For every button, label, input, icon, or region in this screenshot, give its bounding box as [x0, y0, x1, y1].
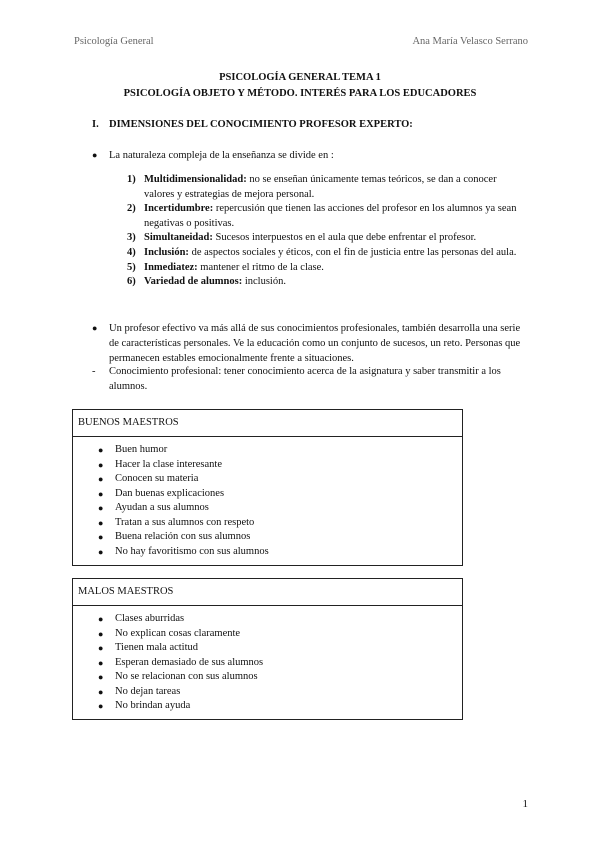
good-teachers-table [72, 409, 463, 566]
bullet-icon: ● [98, 643, 104, 653]
list-item: ● No dejan tareas [73, 685, 462, 700]
list-item: ● Tratan a sus alumnos con respeto [73, 516, 462, 531]
list-item: 6) Variedad de alumnos: inclusión. [127, 276, 286, 288]
document-subtitle: PSICOLOGÍA OBJETO Y MÉTODO. INTERÉS PARA LOS EDUCADORES [123, 88, 477, 99]
list-item: ● Conocen su materia [73, 472, 462, 487]
page-number: 1 [522, 798, 528, 810]
bullet-paragraph [92, 321, 522, 366]
list-item: ● No hay favoritismo con sus alumnos [73, 545, 462, 560]
section-number: I. [92, 119, 99, 130]
list-item: ● Esperan demasiado de sus alumnos [73, 656, 462, 671]
list-item: ● Buen humor [73, 443, 462, 458]
bullet-icon: ● [98, 686, 104, 697]
dimensions-list [127, 173, 522, 290]
table-heading: BUENOS MAESTROS [73, 410, 462, 437]
list-item: 4) Inclusión: de aspectos sociales y éticos, con el fin de justicia entre las personas del aula. [127, 246, 517, 258]
list-item: 5) Inmediatez: mantener el ritmo de la clase. [127, 261, 324, 273]
bullet-icon: ● [92, 323, 98, 333]
bullet-icon: ● [98, 628, 104, 639]
bullet-icon: ● [98, 546, 104, 557]
section-title: DIMENSIONES DEL CONOCIMIENTO PROFESOR EXPERTO: [109, 119, 413, 130]
list-item: ● Dan buenas explicaciones [73, 487, 462, 502]
section-heading [92, 119, 413, 130]
header-author: Ana María Velasco Serrano [412, 36, 528, 47]
bullet-icon: ● [98, 614, 104, 624]
list-item: ● Ayudan a sus alumnos [73, 501, 462, 516]
bullet-icon: ● [98, 532, 104, 542]
bullet-icon: ● [98, 459, 104, 470]
bad-teachers-table [72, 578, 463, 720]
document-title: PSICOLOGÍA GENERAL TEMA 1 [219, 72, 381, 83]
bullet-text: La naturaleza compleja de la enseñanza se divide en : [109, 150, 334, 161]
bullet-icon: ● [98, 474, 104, 484]
list-item: 1) Multidimensionalidad: no se enseñan únicamente temas teóricos, se dan a conocer valores y estrategias de mejora personal. [127, 174, 497, 200]
bullet-icon: ● [98, 672, 104, 682]
list-item: ● Clases aburridas [73, 612, 462, 627]
list-item: ● No explican cosas claramente [73, 627, 462, 642]
bullet-icon: ● [98, 517, 104, 528]
bullet-icon: ● [98, 701, 104, 711]
list-item: ● Tienen mala actitud [73, 641, 462, 656]
dash-icon: - [92, 366, 96, 377]
good-teachers-list [73, 437, 462, 563]
list-item: ● No brindan ayuda [73, 699, 462, 714]
bullet-paragraph [92, 148, 522, 163]
list-item: ● No se relacionan con sus alumnos [73, 670, 462, 685]
bullet-icon: ● [98, 657, 104, 668]
list-item: 2) Incertidumbre: repercusión que tienen las acciones del profesor en los alumnos ya sean negativas o positivas. [127, 203, 517, 229]
bad-teachers-list [73, 606, 462, 718]
bullet-icon: ● [92, 150, 98, 160]
list-item: ● Hacer la clase interesante [73, 458, 462, 473]
bullet-icon: ● [98, 488, 104, 499]
list-item: 3) Simultaneidad: Sucesos interpuestos en el aula que debe enfrentar el profesor. [127, 232, 477, 244]
bullet-icon: ● [98, 503, 104, 513]
bullet-text: Un profesor efectivo va más allá de sus conocimientos profesionales, también desarrolla una serie de características personales. Ve la educación como un conjunto de sucesos, un reto. Personas que permanecen estables emocionalmente frente a situaciones. [109, 323, 521, 364]
table-heading: MALOS MAESTROS [73, 579, 462, 606]
header-subject: Psicología General [74, 36, 154, 47]
dash-item [92, 364, 522, 394]
dash-text: Conocimiento profesional: tener conocimiento acerca de la asignatura y saber transmitir a los alumnos. [109, 366, 501, 392]
list-item: ● Buena relación con sus alumnos [73, 530, 462, 545]
bullet-icon: ● [98, 445, 104, 455]
